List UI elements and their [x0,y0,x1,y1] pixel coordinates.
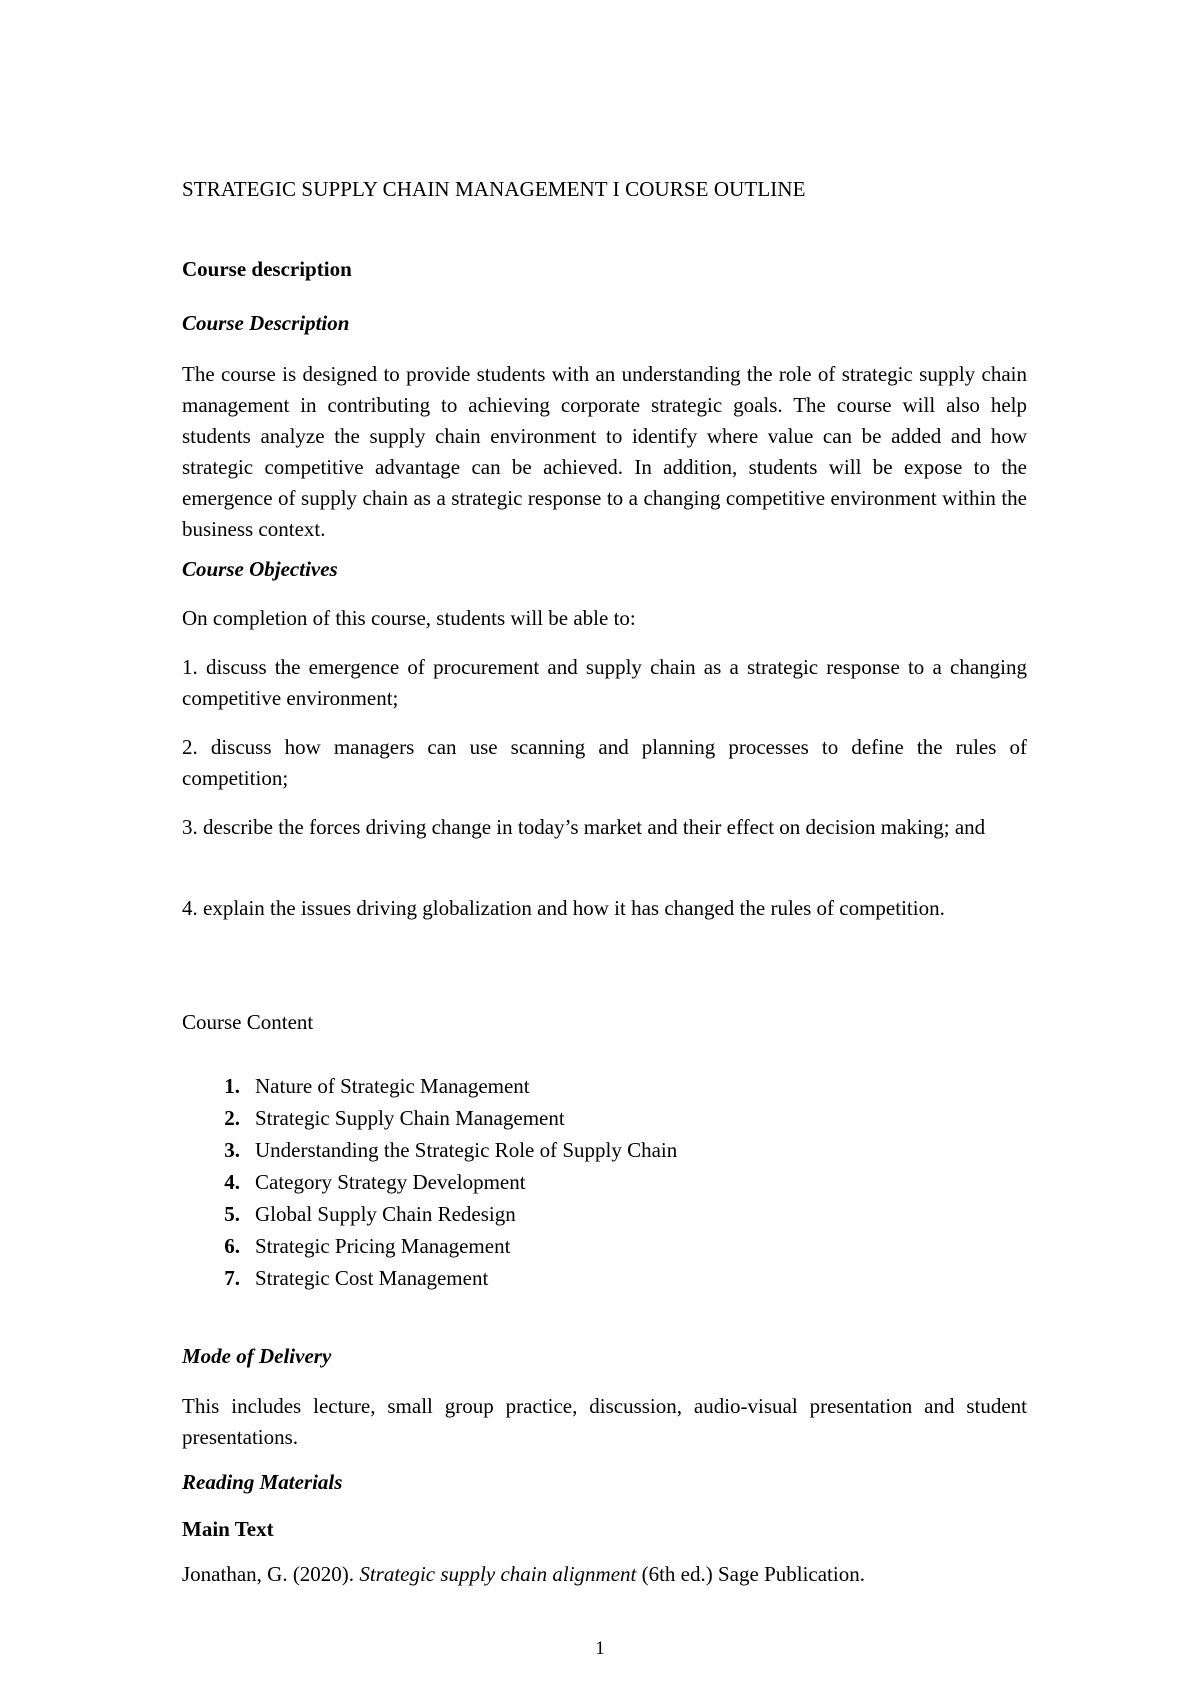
course-description-section-heading: Course description [182,257,352,281]
main-text-reference [182,1562,865,1587]
reference-author: Jonathan, G. (2020). [182,1562,360,1586]
course-objectives-heading: Course Objectives [182,557,338,581]
mode-of-delivery-heading: Mode of Delivery [182,1344,332,1368]
list-item-text: Global Supply Chain Redesign [255,1202,516,1226]
list-item-text: Understanding the Strategic Role of Supply Chain [255,1138,678,1162]
mode-of-delivery-paragraph: This includes lecture, small group practice, discussion, audio-visual presentation and student presentations. [182,1394,1027,1449]
course-objectives-intro: On completion of this course, students will be able to: [182,606,636,630]
objective-item: 1. discuss the emergence of procurement and supply chain as a strategic response to a changing competitive environment; [182,655,1027,710]
list-item-number: 6. [224,1234,240,1258]
course-description-paragraph: The course is designed to provide students with an understanding the role of strategic supply chain management in contributing to achieving corporate strategic goals. The course will also help students analyze the supply chain environment to identify where value can be added and how strategic competitive advantage can be achieved. In addition, students will be expose to the emergence of supply chain as a strategic response to a changing competitive environment within the business context. [182,362,1027,541]
document-title: STRATEGIC SUPPLY CHAIN MANAGEMENT I COURSE OUTLINE [182,177,806,201]
course-content-heading: Course Content [182,1010,314,1034]
list-item-text: Strategic Supply Chain Management [255,1106,565,1130]
list-item-number: 2. [224,1106,240,1130]
list-item-text: Category Strategy Development [255,1170,526,1194]
list-item-text: Nature of Strategic Management [255,1074,530,1098]
page-number: 1 [595,1638,605,1659]
list-item-text: Strategic Pricing Management [255,1234,511,1258]
objective-item: 3. describe the forces driving change in today’s market and their effect on decision making; and [182,815,986,839]
objective-item: 4. explain the issues driving globalization and how it has changed the rules of competition. [182,896,945,920]
reference-book-title: Strategic supply chain alignment [359,1562,637,1586]
objective-item: 2. discuss how managers can use scanning and planning processes to define the rules of competition; [182,735,1027,790]
course-description-heading: Course Description [182,311,350,335]
reading-materials-heading: Reading Materials [182,1470,343,1494]
list-item-text: Strategic Cost Management [255,1266,489,1290]
list-item-number: 1. [224,1074,240,1098]
list-item-number: 3. [224,1138,240,1162]
main-text-heading: Main Text [182,1517,274,1541]
list-item-number: 5. [224,1202,240,1226]
list-item-number: 7. [224,1266,240,1290]
reference-publisher: (6th ed.) Sage Publication. [636,1562,865,1586]
list-item-number: 4. [224,1170,240,1194]
